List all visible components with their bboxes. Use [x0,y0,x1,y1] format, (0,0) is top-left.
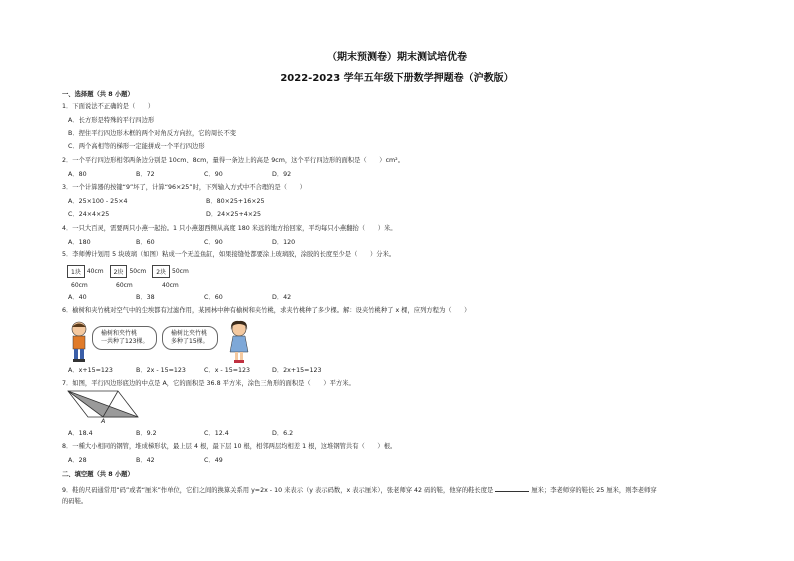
bubble-1-line-1: 榆树和夹竹桃 [101,330,138,337]
q6-option-c: C．x - 15=123 [204,367,251,374]
q7-stem: 7．如图，平行四边形底边的中点是 A，它的面积是 36.8 平方米，涂色三角形的面积是（ ）平方米。 [62,380,355,387]
glass-panel-1-height: 40cm [86,268,104,275]
glass-panel-3-height: 50cm [172,268,189,275]
q1-option-c: C．两个高相等的梯形一定能拼成一个平行四边形 [68,143,205,150]
q7-option-a: A．18.4 [68,430,93,437]
q6-option-d: D．2x+15=123 [272,367,322,374]
q4-option-b: B．60 [136,239,155,246]
q2-option-a: A．80 [68,171,87,178]
glass-panel-2-height: 50cm [129,268,147,275]
glass-panel-3-width: 40cm [162,282,179,289]
page-subtitle: 2022-2023 学年五年级下册数学押题卷（沪教版） [280,73,514,84]
q2-option-b: B．72 [136,171,155,178]
q9-stem-a: 9．鞋的尺码通常用“码”或者“厘米”作单位，它们之间的换算关系用 y=2x - 10 来表示（y 表示码数，x 表示厘米），张老师穿 42 码的鞋，他穿的鞋长度是 [62,487,494,494]
q5-options [68,295,340,301]
section-2-title: 二、填空题（共 8 小题） [62,471,134,478]
q8-option-b: B．42 [136,457,155,464]
q8-option-c: C．49 [204,457,223,464]
q5-option-c: C．60 [204,294,223,301]
q8-stem: 8．一種大小相同的钢管，堆成梯形状，最上层 4 根，最下层 10 根，相邻两层均相差 1 根，这堆钢管共有（ ）根。 [62,443,397,450]
q3-option-a: A．25×100 - 25×4 [68,198,128,205]
glass-panel-1: 1块 [67,265,85,278]
q6-options [68,368,340,374]
glass-panel-3: 2块 [152,265,170,278]
q6-option-b: B．2x - 15=123 [136,367,186,374]
boy-illustration-icon [66,320,92,364]
q4-option-c: C．90 [204,239,223,246]
q8-options [68,458,272,464]
q4-options [68,240,340,246]
bubble-2-line-2: 多种了15棵。 [171,337,209,345]
q6-option-a: A．x+15=123 [68,367,113,374]
q8-option-a: A．28 [68,457,87,464]
q1-stem: 1．下面说法不正确的是（ ） [62,103,155,110]
q5-option-d: D．42 [272,294,292,301]
q3-option-c: C．24×4×25 [68,211,110,218]
q1-option-b: B．捏住平行四边形木框的两个对角反方向拉，它的周长不变 [68,130,237,137]
glass-panel-2: 2块 [110,265,128,278]
page-title: （期末预测卷）期末测试培优卷 [327,52,467,63]
q9-stem-line-1 [62,486,657,494]
q2-option-d: D．92 [272,171,292,178]
q9-stem-b: 厘米；李老师穿的鞋长 25 厘米，则李老师穿 [531,487,657,494]
section-1-title: 一、选择题（共 8 小题） [62,91,134,98]
q7-option-b: B．9.2 [136,430,157,437]
glass-panel-2-width: 60cm [116,282,133,289]
q3-stem: 3．一个计算器的按键“9”坏了，计算“96×25”时，下列输入方式中不合理的是（ ） [62,184,306,191]
glass-panel-1-width: 60cm [71,282,88,289]
q5-option-a: A．40 [68,294,87,301]
q9-stem-c: 的码鞋。 [62,498,88,505]
bubble-2-line-1: 榆树比夹竹桃 [171,330,208,337]
q1-option-a: A．长方形是特殊的平行四边形 [68,117,155,124]
q6-speech-bubble-2 [162,326,218,350]
q6-stem: 6．榆树和夹竹桃对空气中的尘埃都有过滤作用，某园林中种有榆树和夹竹桃，求夹竹桃种了多少棵。解：设夹竹桃种了 x 棵，应列方程为（ ） [62,307,471,314]
q9-answer-blank[interactable] [495,486,529,492]
q5-stem: 5．李师傅计划用 5 块玻璃（如图）粘成一个无盖鱼缸，如果接缝处都要涂上玻璃胶，涂胶的长度至少是（ ）分米。 [62,251,396,258]
q2-option-c: C．90 [204,171,223,178]
q5-option-b: B．38 [136,294,155,301]
q5-glass-figure [67,265,195,278]
girl-illustration-icon [226,320,252,364]
q3-option-b: B．80×25+16×25 [206,198,265,205]
q3-options-row1 [68,199,265,205]
q2-stem: 2．一个平行四边形相邻两条边分别是 10cm、8cm，量得一条边上的高是 9cm，这个平行四边形的面积是（ ）cm²。 [62,157,405,164]
q2-options [68,172,340,178]
q3-option-d: D．24×25+4×25 [206,211,262,218]
q7-option-d: D．6.2 [272,430,294,437]
bubble-1-line-2: 一共种了123棵。 [101,337,149,345]
q3-options-row2 [68,212,261,218]
q4-option-d: D．120 [272,239,296,246]
q4-stem: 4．一只大百灵，需要两只小燕一起抬。1 只小燕翅西侧从高度 180 米远的地方抬回家，平均每只小燕翻抬（ ）米。 [62,225,397,232]
q7-option-c: C．12.4 [204,430,229,437]
point-a-label: A [101,418,106,425]
q7-options [68,431,340,437]
q4-option-a: A．180 [68,239,91,246]
q6-speech-bubble-1 [92,326,157,350]
